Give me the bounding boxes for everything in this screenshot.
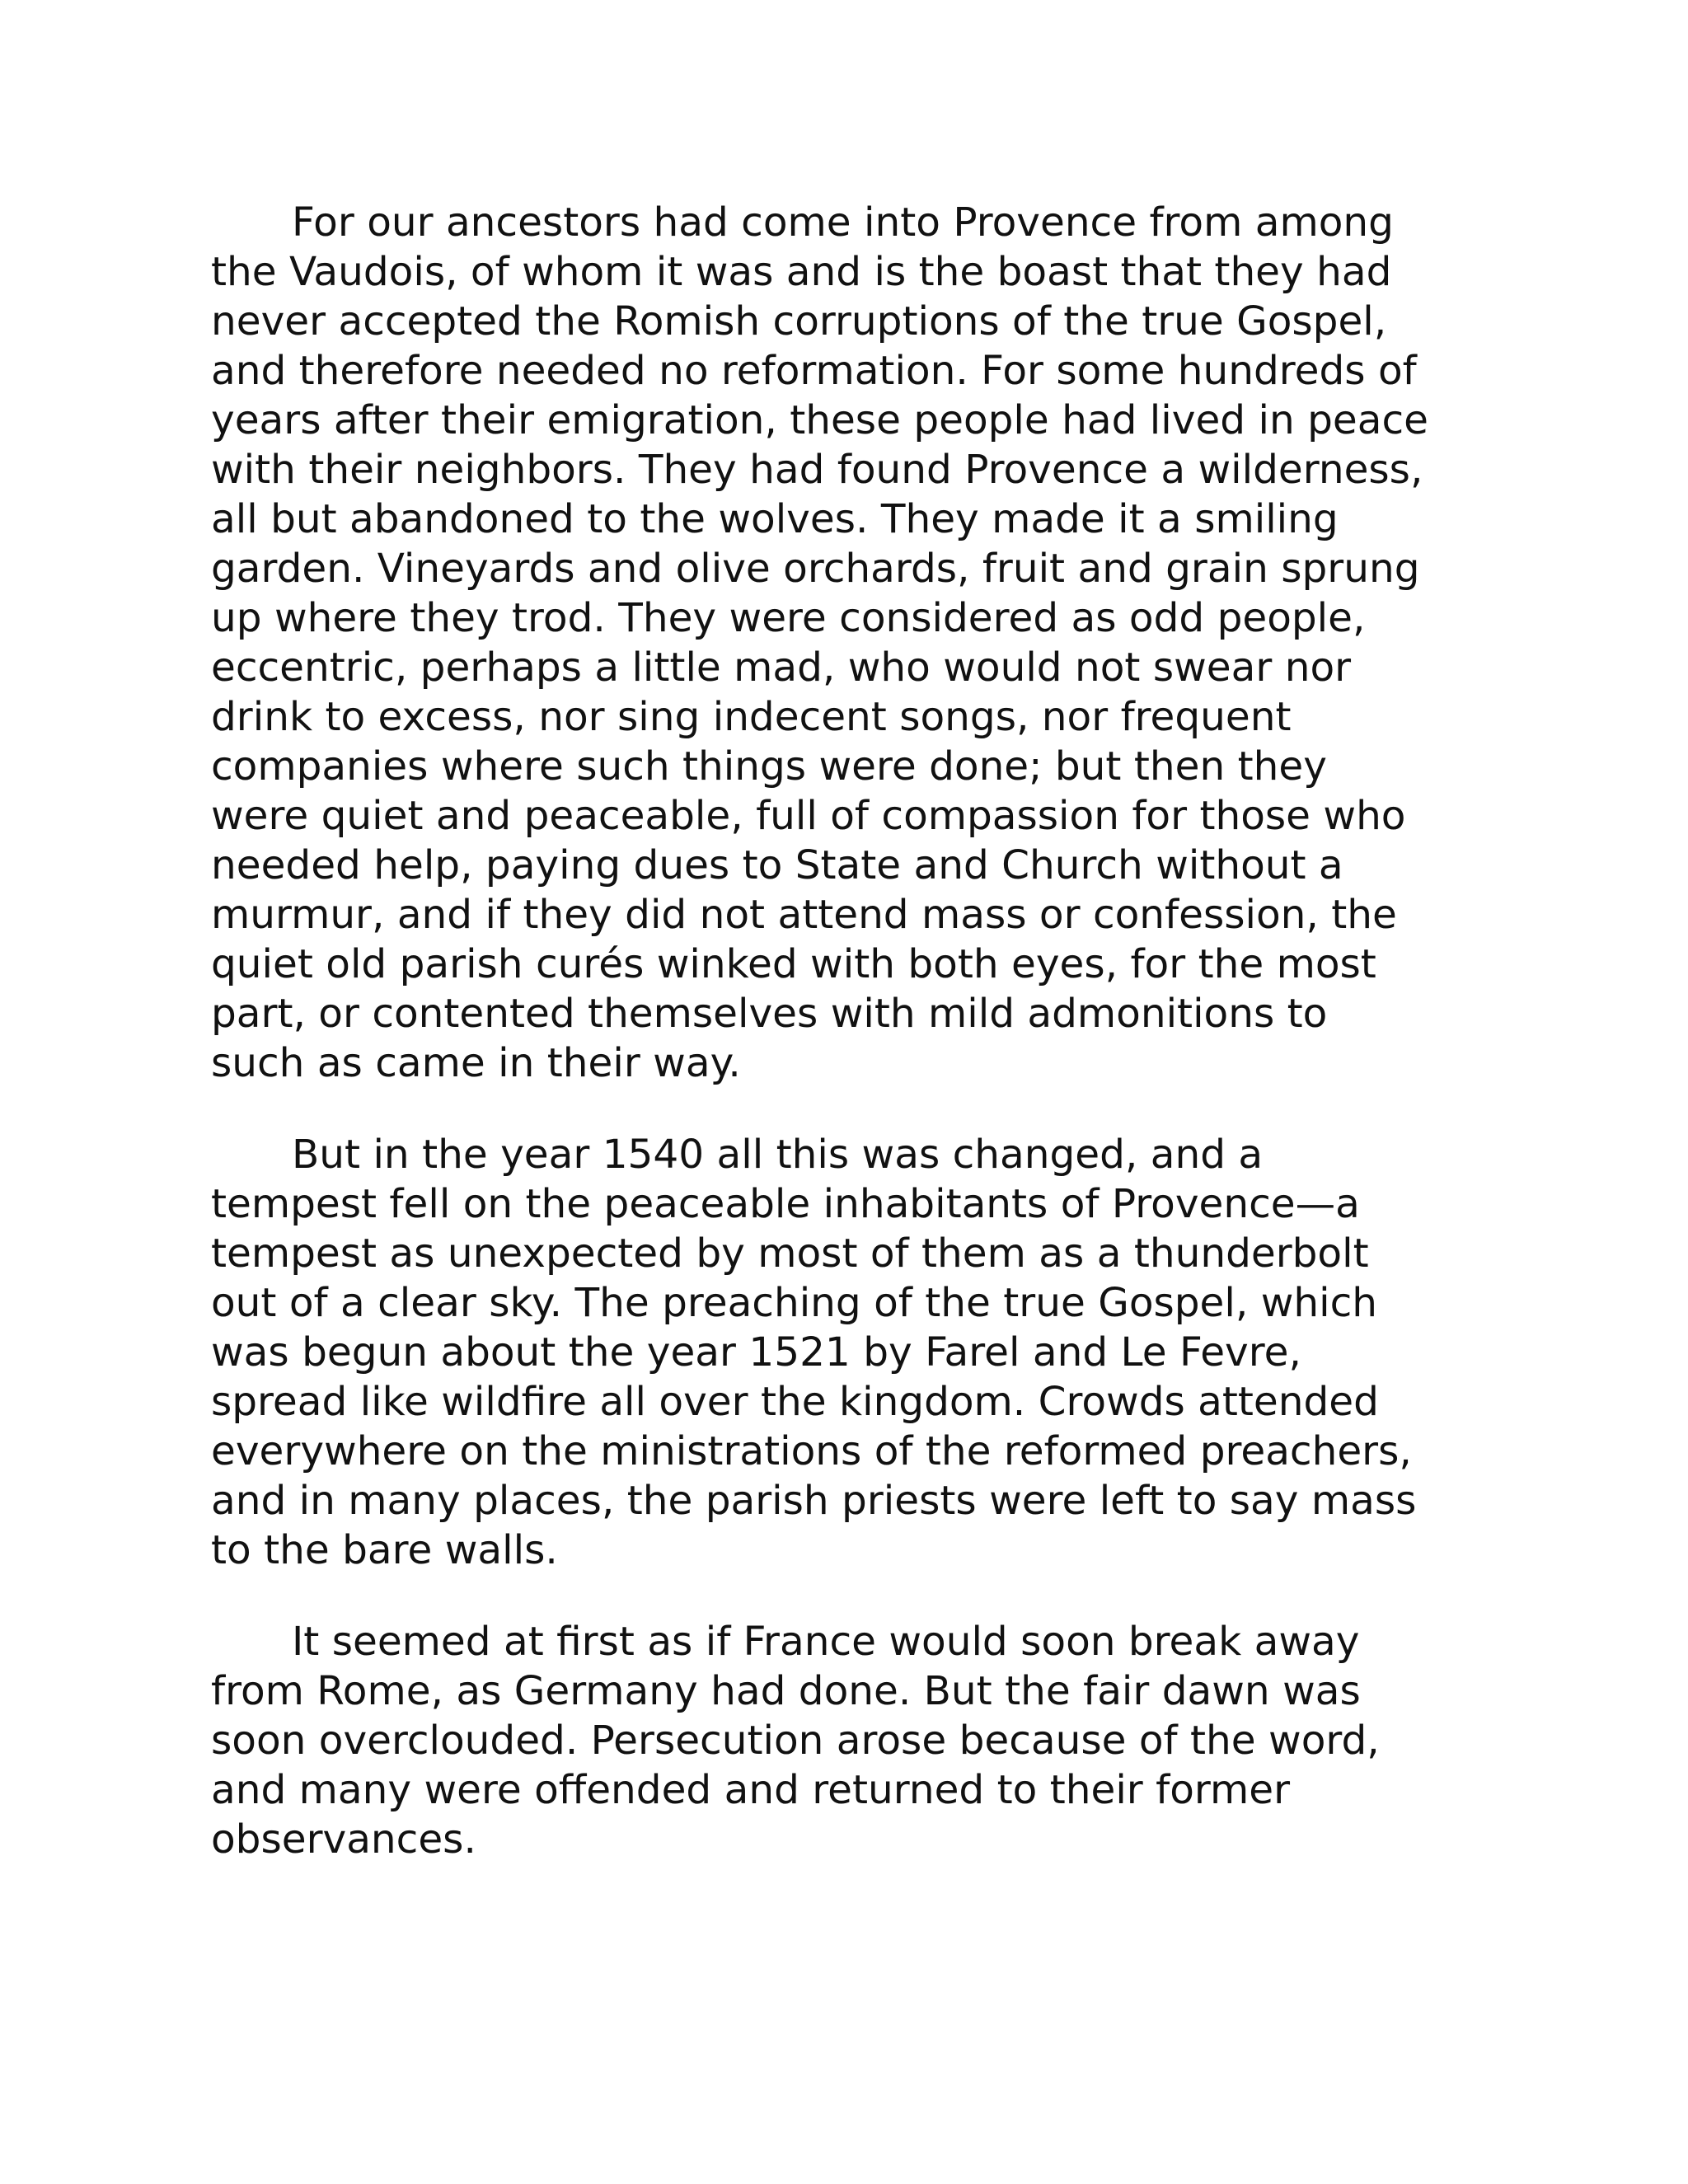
text-line: quiet old parish curés winked with both eyes, for the most <box>211 941 1376 987</box>
text-line: out of a clear sky. The preaching of the true Gospel, which <box>211 1280 1377 1326</box>
text-line: companies where such things were done; but then they <box>211 743 1327 790</box>
text-line: all but abandoned to the wolves. They made it a smiling <box>211 496 1339 542</box>
text-line: needed help, paying dues to State and Church without a <box>211 842 1343 888</box>
text-line: everywhere on the ministrations of the reformed preachers, <box>211 1428 1412 1474</box>
text-line: eccentric, perhaps a little mad, who would not swear nor <box>211 644 1352 691</box>
text-line: the Vaudois, of whom it was and is the boast that they had <box>211 249 1392 295</box>
text-line: garden. Vineyards and olive orchards, fruit and grain sprung <box>211 546 1420 592</box>
text-line: observances. <box>211 1816 476 1863</box>
text-line: years after their emigration, these people had lived in peace <box>211 397 1428 443</box>
paragraph-2 <box>211 1130 1497 1575</box>
text-line: tempest fell on the peaceable inhabitants of Provence—a <box>211 1181 1360 1227</box>
body-text <box>211 198 1497 1906</box>
paragraph-1 <box>211 198 1497 1088</box>
text-line: to the bare walls. <box>211 1527 558 1573</box>
text-line: from Rome, as Germany had done. But the fair dawn was <box>211 1668 1361 1714</box>
text-line: drink to excess, nor sing indecent songs, nor frequent <box>211 694 1292 740</box>
text-line: part, or contented themselves with mild admonitions to <box>211 991 1328 1037</box>
text-line: spread like wildfire all over the kingdom. Crowds attended <box>211 1379 1379 1425</box>
text-line: up where they trod. They were considered as odd people, <box>211 595 1366 641</box>
text-line: For our ancestors had come into Provence from among <box>292 199 1394 246</box>
text-line: were quiet and peaceable, full of compassion for those who <box>211 793 1406 839</box>
text-line: and in many places, the parish priests were left to say mass <box>211 1478 1417 1524</box>
text-line: and therefore needed no reformation. For some hundreds of <box>211 348 1417 394</box>
text-line: and many were offended and returned to their former <box>211 1767 1291 1813</box>
text-line: with their neighbors. They had found Provence a wilderness, <box>211 447 1423 493</box>
text-line: never accepted the Romish corruptions of the true Gospel, <box>211 298 1387 344</box>
text-line: But in the year 1540 all this was changed, and a <box>292 1132 1264 1178</box>
text-line: It seemed at first as if France would soon break away <box>292 1619 1360 1665</box>
text-line: was begun about the year 1521 by Farel and Le Fevre, <box>211 1329 1301 1376</box>
text-line: soon overclouded. Persecution arose because of the word, <box>211 1718 1380 1764</box>
text-line: tempest as unexpected by most of them as a thunderbolt <box>211 1230 1369 1277</box>
paragraph-3 <box>211 1617 1497 1864</box>
text-line: such as came in their way. <box>211 1040 741 1086</box>
text-line: murmur, and if they did not attend mass or confession, the <box>211 892 1397 938</box>
